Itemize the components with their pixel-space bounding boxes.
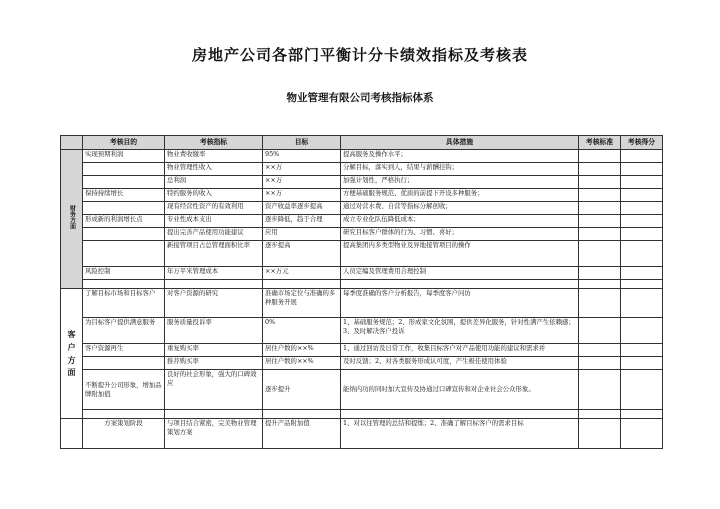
spacer-row <box>61 280 663 289</box>
standard-cell[interactable] <box>579 344 621 357</box>
header-score: 考核得分 <box>621 136 663 150</box>
header-standard: 考核标准 <box>579 136 621 150</box>
dimension-customer: 客户方面 <box>61 289 83 419</box>
target-cell: 逐步降低，趋于合理 <box>263 215 341 228</box>
spacer-row <box>61 410 663 419</box>
document-title: 房地产公司各部门平衡计分卡绩效指标及考核表 <box>191 46 528 64</box>
measure-cell: 每季度准确的客户分析报告，每季度客户问访 <box>341 289 579 318</box>
indicator-cell: 良好的社会形象，强大的口碑效应 <box>165 370 263 410</box>
indicator-cell: 提出完善产品使用功能建议 <box>165 228 263 241</box>
standard-cell[interactable] <box>579 357 621 370</box>
purpose-cell <box>83 357 165 370</box>
measure-cell: 研究目标客户群体的行为、习惯、喜好； <box>341 228 579 241</box>
standard-cell[interactable] <box>579 419 621 449</box>
indicator-cell: 总利润 <box>165 176 263 189</box>
measure-cell: 通过对营水费、自营等指标分解创收； <box>341 202 579 215</box>
standard-cell[interactable] <box>579 215 621 228</box>
header-dimension <box>61 136 83 150</box>
table-row <box>61 150 663 163</box>
standard-cell[interactable] <box>579 189 621 202</box>
score-cell[interactable] <box>621 267 663 280</box>
dimension-financial: 财务方面 <box>61 150 83 289</box>
table-row <box>61 289 663 318</box>
purpose-cell <box>83 228 165 241</box>
purpose-cell: 实现预期利润 <box>83 150 165 163</box>
measure-cell: 方便基础服务规范、优质的前提下开设多种服务； <box>341 189 579 202</box>
table-header-row <box>61 136 663 150</box>
score-cell[interactable] <box>621 150 663 163</box>
score-cell[interactable] <box>621 215 663 228</box>
target-cell: 0% <box>263 318 341 344</box>
table-row <box>61 215 663 228</box>
target-cell: 资产收益率逐步提高 <box>263 202 341 215</box>
purpose-cell: 不断提升公司形象，增加品牌附加值 <box>83 370 165 410</box>
standard-cell[interactable] <box>579 241 621 267</box>
target-cell: 95% <box>263 150 341 163</box>
target-cell: 逐步提升 <box>263 370 341 410</box>
measure-cell: 分解目标，落实到人，结果与薪酬挂钩； <box>341 163 579 176</box>
target-cell: ××万元 <box>263 267 341 280</box>
target-cell: ××万 <box>263 163 341 176</box>
purpose-cell: 保持持续增长 <box>83 189 165 202</box>
target-cell: 提升产品附加值 <box>263 419 341 449</box>
kpi-table <box>60 135 663 449</box>
measure-cell: 成立专业化队伍降低成本； <box>341 215 579 228</box>
indicator-cell: 新接管项目占总管理面积比率 <box>165 241 263 267</box>
purpose-cell: 形成新的利润增长点 <box>83 215 165 228</box>
indicator-cell: 服务质量投诉率 <box>165 318 263 344</box>
table-row <box>61 189 663 202</box>
indicator-cell: 物业费收缴率 <box>165 150 263 163</box>
measure-cell: 能纳内功的同时加大宣传及协通过口碑宣传和对企业社会公众形象。 <box>341 370 579 410</box>
purpose-cell: 为目标客户提供满意服务 <box>83 318 165 344</box>
score-cell[interactable] <box>621 176 663 189</box>
header-target: 目标 <box>263 136 341 150</box>
measure-cell: 提高服务及操作水平； <box>341 150 579 163</box>
measure-cell: 人员定编及管理费用合理控制 <box>341 267 579 280</box>
target-cell: 准确市场定位与准确的多种服务开展 <box>263 289 341 318</box>
indicator-cell: 推荐购买率 <box>165 357 263 370</box>
table-row <box>61 202 663 215</box>
indicator-cell: 重复购买率 <box>165 344 263 357</box>
table-row <box>61 176 663 189</box>
target-cell: 居住户数的××% <box>263 344 341 357</box>
purpose-cell: 风险控制 <box>83 267 165 280</box>
score-cell[interactable] <box>621 228 663 241</box>
purpose-cell <box>83 163 165 176</box>
indicator-cell: 物业管理性收入 <box>165 163 263 176</box>
score-cell[interactable] <box>621 357 663 370</box>
score-cell[interactable] <box>621 419 663 449</box>
table-row <box>61 318 663 344</box>
standard-cell[interactable] <box>579 228 621 241</box>
header-purpose: 考核目的 <box>83 136 165 150</box>
table-row <box>61 344 663 357</box>
table-row <box>61 163 663 176</box>
header-indicator: 考核指标 <box>165 136 263 150</box>
purpose-cell <box>83 202 165 215</box>
target-cell: 逐步提高 <box>263 241 341 267</box>
score-cell[interactable] <box>621 318 663 344</box>
purpose-cell <box>83 241 165 267</box>
purpose-cell: 了解目标市场和目标客户 <box>83 289 165 318</box>
indicator-cell: 与项目结合紧密，完美物业管理策划方案 <box>165 419 263 449</box>
score-cell[interactable] <box>621 163 663 176</box>
measure-cell: 1、对以往管理的总结和提炼；2、准确了解目标客户的需求目标 <box>341 419 579 449</box>
score-cell[interactable] <box>621 344 663 357</box>
table-row <box>61 228 663 241</box>
standard-cell[interactable] <box>579 176 621 189</box>
standard-cell[interactable] <box>579 267 621 280</box>
standard-cell[interactable] <box>579 163 621 176</box>
standard-cell[interactable] <box>579 202 621 215</box>
measure-cell: 加强计划性，严格执行； <box>341 176 579 189</box>
measure-cell: 1、通过回访及日常工作，收集目标客户对产品使用功能的建议和需求并 <box>341 344 579 357</box>
target-cell: ××万 <box>263 189 341 202</box>
indicator-cell: 年万平米管理成本 <box>165 267 263 280</box>
standard-cell[interactable] <box>579 318 621 344</box>
document-subtitle: 物业管理有限公司考核指标体系 <box>286 92 434 104</box>
table-row <box>61 241 663 267</box>
indicator-cell: 专业性成本支出 <box>165 215 263 228</box>
score-cell[interactable] <box>621 202 663 215</box>
score-cell[interactable] <box>621 241 663 267</box>
target-cell: 居住户数的××% <box>263 357 341 370</box>
score-cell[interactable] <box>621 189 663 202</box>
purpose-cell <box>83 176 165 189</box>
score-cell[interactable] <box>621 370 663 410</box>
purpose-cell: 客户资源再生 <box>83 344 165 357</box>
target-cell: 应用 <box>263 228 341 241</box>
standard-cell[interactable] <box>579 289 621 318</box>
target-cell: ××万 <box>263 176 341 189</box>
measure-cell: 及时反馈；2、对各类服务形成认可度，产生极佳使用体验 <box>341 357 579 370</box>
measure-cell: 提高集团内多类型物业及异地接管项目的操作 <box>341 241 579 267</box>
table-row <box>61 419 663 449</box>
standard-cell[interactable] <box>579 150 621 163</box>
measure-cell: 1、基础服务规范；2、形成家文化氛围，提供差异化服务，针对性满产生依赖感；3、及时解决客户投诉 <box>341 318 579 344</box>
table-row <box>61 357 663 370</box>
table-row <box>61 370 663 410</box>
indicator-cell: 现有经营性资产的有效利用 <box>165 202 263 215</box>
header-measure: 具体措施 <box>341 136 579 150</box>
standard-cell[interactable] <box>579 370 621 410</box>
indicator-cell: 对客户资源的研究 <box>165 289 263 318</box>
purpose-cell: 方案策划阶段 <box>83 419 165 449</box>
score-cell[interactable] <box>621 289 663 318</box>
table-row <box>61 267 663 280</box>
indicator-cell: 特约服务的收入 <box>165 189 263 202</box>
dimension-next <box>61 419 83 449</box>
